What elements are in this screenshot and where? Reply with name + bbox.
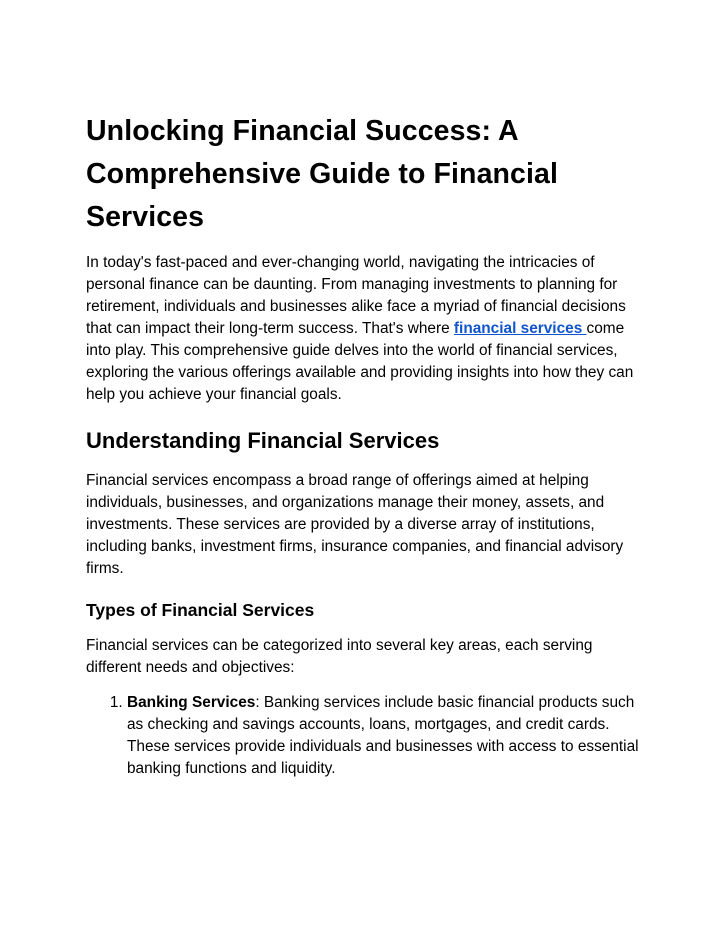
types-paragraph: Financial services can be categorized into several key areas, each serving different needs and objectives: [86,637,593,676]
article-title: Unlocking Financial Success: A Comprehensive Guide to Financial Services [86,115,558,233]
document-page [86,110,646,780]
understanding-paragraph: Financial services encompass a broad range of offerings aimed at helping individuals, businesses, and organizations manage their money, assets, and investments. These services are provided by a diverse array of institutions, including banks, investment firms, insurance companies, and financial advisory firms. [86,472,624,577]
financial-services-link[interactable]: financial services [453,320,587,337]
intro-text-before-link: In today's fast-paced and ever-changing world, navigating the intricacies of personal finance can be daunting. From managing investments to planning for retirement, individuals and businesses alike face a myriad of financial decisions that can impact their long-term success. That's where [86,254,626,337]
list-item [127,692,646,780]
list-item-description: : Banking services include basic financial products such as checking and savings accounts, loans, mortgages, and credit cards. These services provide individuals and businesses with access to essential banking functions and liquidity. [127,694,639,777]
list-item-term: Banking Services [127,694,256,711]
types-list [86,692,646,780]
understanding-heading: Understanding Financial Services [86,428,440,453]
intro-text-after-link: come into play. This comprehensive guide delves into the world of financial services, exploring the various offerings available and providing insights into how they can help you achieve your financial goals. [86,320,634,403]
types-heading: Types of Financial Services [86,600,315,620]
intro-paragraph [86,252,646,406]
